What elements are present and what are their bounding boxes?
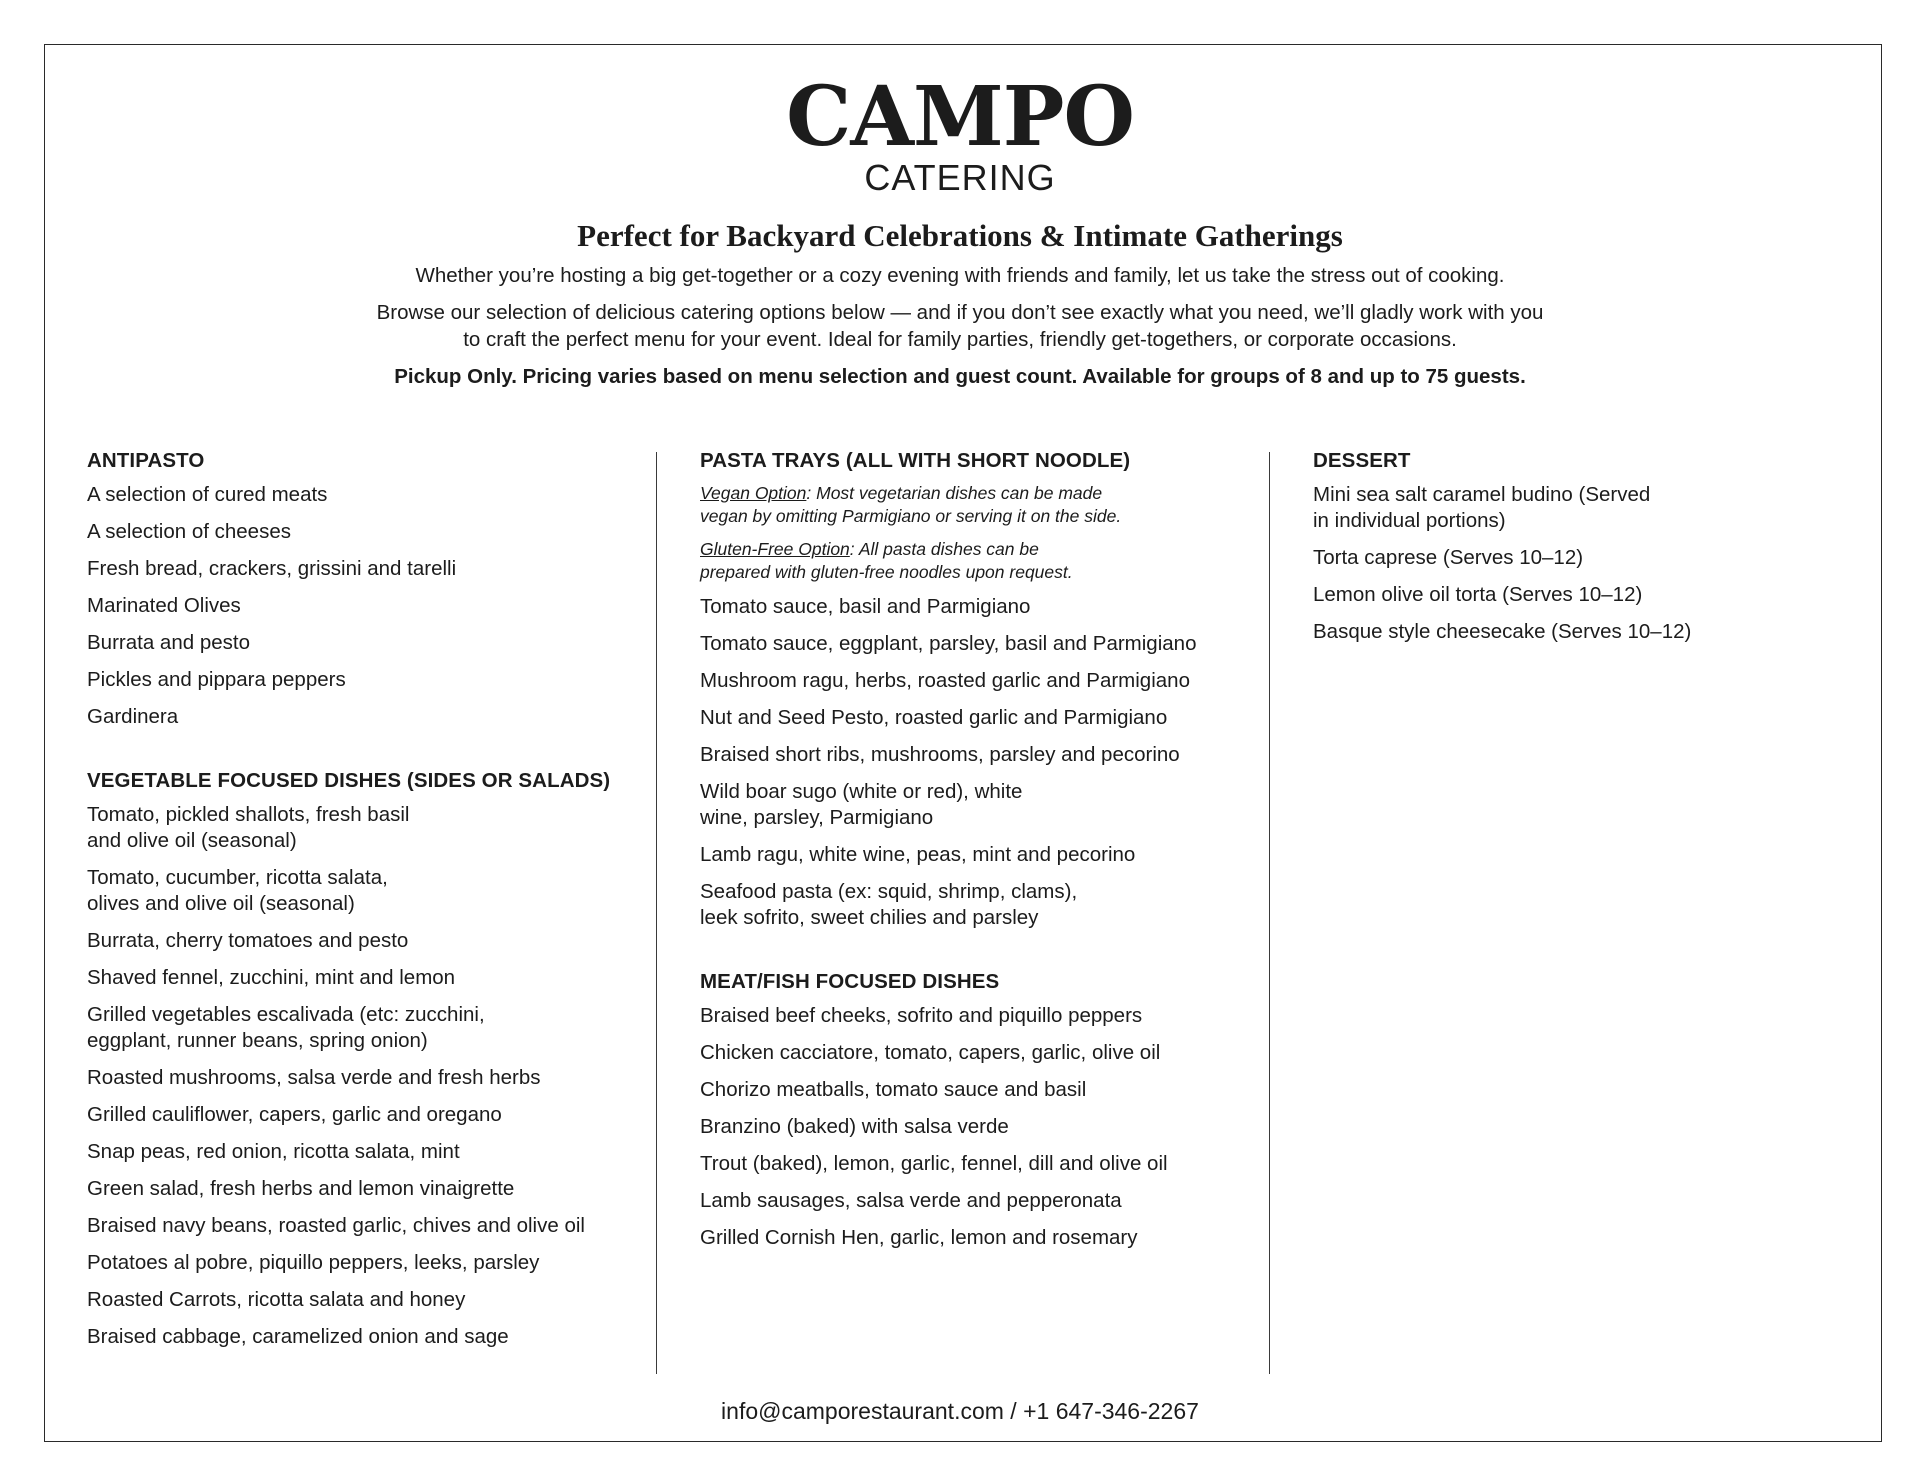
gluten-free-option-text-2: prepared with gluten-free noodles upon request. [700, 562, 1073, 582]
vegetable-menu-item-line: Green salad, fresh herbs and lemon vinaigrette [87, 1177, 515, 1200]
column-divider-right [1269, 452, 1270, 1374]
vegetable-menu-item-line: Snap peas, red onion, ricotta salata, mint [87, 1140, 460, 1163]
meat-list [700, 1003, 1260, 1251]
meat-title: MEAT/FISH FOCUSED DISHES [700, 970, 1000, 993]
brand-name: CAMPO [786, 69, 1134, 165]
vegan-option-text-1: : Most vegetarian dishes can be made [806, 483, 1103, 503]
vegetable-menu-item [87, 1287, 657, 1313]
vegetable-menu-item [87, 1102, 657, 1128]
gluten-free-option-label: Gluten-Free Option [700, 539, 850, 559]
antipasto-menu-item: Pickles and pippara peppers [87, 668, 346, 691]
vegetable-menu-item-line: Potatoes al pobre, piquillo peppers, leeks, parsley [87, 1251, 540, 1274]
vegetable-menu-item [87, 865, 657, 917]
vegetable-menu-item-line: Grilled vegetables escalivada (etc: zucchini, [87, 1003, 485, 1026]
pasta-menu-item-line: Seafood pasta (ex: squid, shrimp, clams), [700, 880, 1078, 903]
pasta-list [700, 594, 1260, 931]
pasta-menu-item-line: Lamb ragu, white wine, peas, mint and pecorino [700, 843, 1136, 866]
pasta-menu-item-line: Braised short ribs, mushrooms, parsley and pecorino [700, 743, 1180, 766]
vegetable-menu-item-line: eggplant, runner beans, spring onion) [87, 1029, 428, 1052]
antipasto-menu-item: Fresh bread, crackers, grissini and tarelli [87, 557, 457, 580]
pasta-menu-item-line: Wild boar sugo (white or red), white [700, 780, 1023, 803]
vegetable-menu-item [87, 928, 657, 954]
column-right [1313, 448, 1853, 656]
antipasto-menu-item: A selection of cheeses [87, 520, 291, 543]
vegetable-menu-item-line: and olive oil (seasonal) [87, 829, 297, 852]
pasta-menu-item [700, 842, 1260, 868]
antipasto-menu-item: Burrata and pesto [87, 631, 250, 654]
pasta-menu-item [700, 779, 1260, 831]
vegetable-menu-item [87, 965, 657, 991]
pasta-menu-item-line: Mushroom ragu, herbs, roasted garlic and Parmigiano [700, 669, 1190, 692]
vegetable-list [87, 802, 657, 1350]
meat-menu-item: Branzino (baked) with salsa verde [700, 1115, 1009, 1138]
contact-footer: info@camporestaurant.com / +1 647-346-2267 [721, 1398, 1199, 1424]
pasta-menu-item [700, 631, 1260, 657]
pasta-menu-item-line: Tomato sauce, basil and Parmigiano [700, 595, 1031, 618]
vegetable-menu-item-line: Braised navy beans, roasted garlic, chives and olive oil [87, 1214, 585, 1237]
antipasto-title: ANTIPASTO [87, 449, 205, 472]
vegetable-menu-item-line: Tomato, cucumber, ricotta salata, [87, 866, 388, 889]
vegetable-menu-item [87, 1324, 657, 1350]
antipasto-menu-item: A selection of cured meats [87, 483, 328, 506]
vegetable-menu-item-line: Braised cabbage, caramelized onion and sage [87, 1325, 509, 1348]
intro-paragraph-2-line-1: Browse our selection of delicious catering options below — and if you don’t see exactly what you need, we’ll gladly work with you [376, 301, 1544, 324]
meat-menu-item: Lamb sausages, salsa verde and pepperonata [700, 1189, 1122, 1212]
vegetable-menu-item-line: Grilled cauliflower, capers, garlic and oregano [87, 1103, 502, 1126]
page-headline: Perfect for Backyard Celebrations & Intimate Gatherings [577, 218, 1343, 253]
dessert-menu-item [1313, 619, 1853, 645]
dessert-title: DESSERT [1313, 449, 1411, 472]
meat-menu-item: Trout (baked), lemon, garlic, fennel, dill and olive oil [700, 1152, 1168, 1175]
intro-text [0, 262, 1920, 390]
vegetable-menu-item-line: Shaved fennel, zucchini, mint and lemon [87, 966, 456, 989]
dessert-menu-item [1313, 545, 1853, 571]
antipasto-list [87, 482, 657, 730]
vegetable-menu-item [87, 1065, 657, 1091]
vegetable-menu-item [87, 1176, 657, 1202]
vegetable-menu-item [87, 1139, 657, 1165]
dessert-menu-item-line: Basque style cheesecake (Serves 10–12) [1313, 620, 1692, 643]
dessert-list [1313, 482, 1853, 645]
vegan-option-label: Vegan Option [700, 483, 807, 503]
vegetable-menu-item-line: Roasted mushrooms, salsa verde and fresh herbs [87, 1066, 541, 1089]
antipasto-menu-item: Gardinera [87, 705, 179, 728]
vegetable-menu-item-line: olives and olive oil (seasonal) [87, 892, 355, 915]
pasta-menu-item [700, 705, 1260, 731]
pasta-menu-item [700, 668, 1260, 694]
pasta-menu-item-line: leek sofrito, sweet chilies and parsley [700, 906, 1039, 929]
meat-menu-item: Grilled Cornish Hen, garlic, lemon and rosemary [700, 1226, 1138, 1249]
column-left [87, 448, 657, 1361]
meat-menu-item: Chorizo meatballs, tomato sauce and basil [700, 1078, 1087, 1101]
pasta-menu-item [700, 594, 1260, 620]
vegetable-menu-item [87, 1002, 657, 1054]
pasta-menu-item [700, 879, 1260, 931]
pasta-title: PASTA TRAYS (ALL WITH SHORT NOODLE) [700, 449, 1131, 472]
dessert-menu-item-line: in individual portions) [1313, 509, 1506, 532]
dessert-menu-item-line: Lemon olive oil torta (Serves 10–12) [1313, 583, 1643, 606]
vegetable-menu-item-line: Burrata, cherry tomatoes and pesto [87, 929, 409, 952]
pasta-menu-item-line: wine, parsley, Parmigiano [700, 806, 934, 829]
vegetable-menu-item-line: Roasted Carrots, ricotta salata and honey [87, 1288, 466, 1311]
meat-menu-item: Braised beef cheeks, sofrito and piquillo peppers [700, 1004, 1143, 1027]
vegetable-menu-item-line: Tomato, pickled shallots, fresh basil [87, 803, 410, 826]
meat-menu-item: Chicken cacciatore, tomato, capers, garlic, olive oil [700, 1041, 1161, 1064]
pickup-notice: Pickup Only. Pricing varies based on menu selection and guest count. Available for groups of 8 and up to 75 guests. [394, 365, 1526, 388]
brand-logo [0, 69, 1920, 198]
dessert-menu-item [1313, 582, 1853, 608]
vegetable-menu-item [87, 1250, 657, 1276]
intro-paragraph-2 [0, 299, 1920, 353]
gluten-free-option-text-1: : All pasta dishes can be [849, 539, 1039, 559]
pasta-menu-item-line: Nut and Seed Pesto, roasted garlic and Parmigiano [700, 706, 1168, 729]
brand-subtitle: CATERING [864, 157, 1056, 198]
vegetable-title: VEGETABLE FOCUSED DISHES (SIDES OR SALADS) [87, 769, 611, 792]
pasta-menu-item [700, 742, 1260, 768]
vegan-option-text-2: vegan by omitting Parmigiano or serving it on the side. [700, 506, 1122, 526]
dessert-menu-item [1313, 482, 1853, 534]
dessert-menu-item-line: Torta caprese (Serves 10–12) [1313, 546, 1584, 569]
column-middle [700, 448, 1260, 1262]
dessert-menu-item-line: Mini sea salt caramel budino (Served [1313, 483, 1651, 506]
gluten-free-option-note [700, 538, 1260, 584]
vegan-option-note [700, 482, 1260, 528]
vegetable-menu-item [87, 1213, 657, 1239]
intro-paragraph-1: Whether you’re hosting a big get-together or a cozy evening with friends and family, let us take the stress out of cooking. [415, 264, 1505, 287]
vegetable-menu-item [87, 802, 657, 854]
intro-paragraph-2-line-2: to craft the perfect menu for your event. Ideal for family parties, friendly get-togethers, or corporate occasions. [463, 328, 1457, 351]
antipasto-menu-item: Marinated Olives [87, 594, 241, 617]
pasta-menu-item-line: Tomato sauce, eggplant, parsley, basil and Parmigiano [700, 632, 1197, 655]
